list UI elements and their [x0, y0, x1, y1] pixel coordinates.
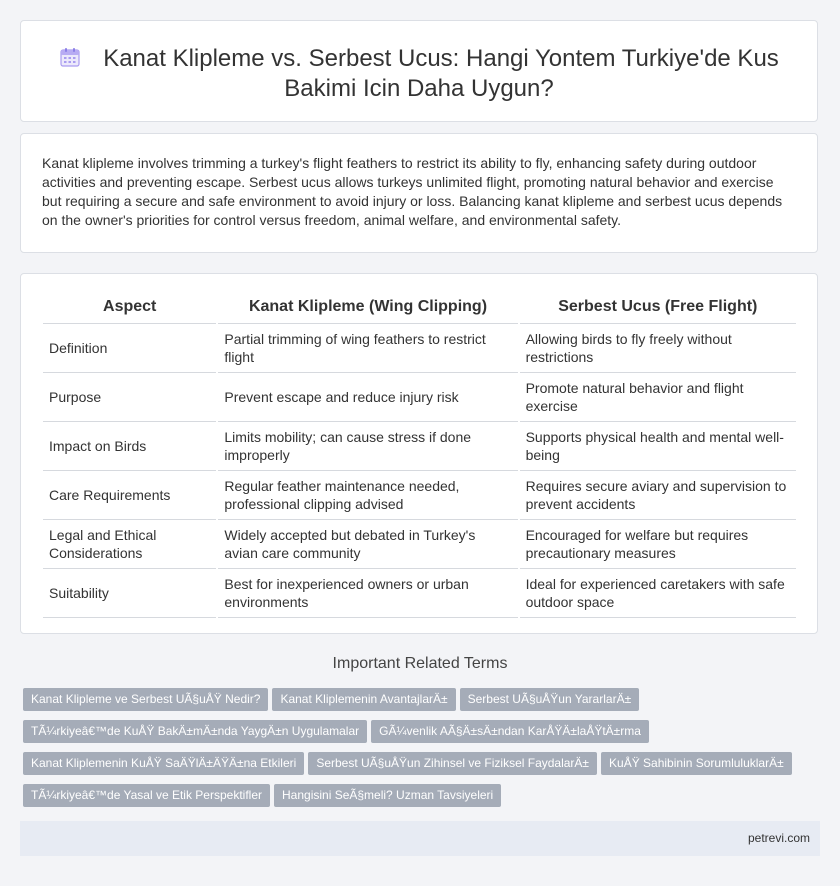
- row-aspect: Purpose: [43, 373, 216, 422]
- related-tag[interactable]: Kanat Klipleme ve Serbest UÃ§uÅŸ Nedir?: [23, 688, 268, 711]
- intro-paragraph: Kanat klipleme involves trimming a turkey's flight feathers to restrict its ability to fly, enhancing safety during outdoor activities and preventing escape. Serbest ucus allows turkeys unlimited flight, promoting natural behavior and exercise but requiring a secure and safe environment to avoid injury or loss. Balancing kanat klipleme and serbest ucus depends on the owner's priorities for control versus freedom, animal welfare, and environmental safety.: [42, 155, 783, 228]
- related-tag[interactable]: Serbest UÃ§uÅŸun YararlarÄ±: [460, 688, 640, 711]
- title-line-1: Kanat Klipleme vs. Serbest Ucus: Hangi Yontem Turkiye'de Kus: [103, 45, 779, 72]
- page-title: [21, 44, 817, 104]
- intro-card: [20, 133, 818, 253]
- related-tag[interactable]: GÃ¼venlik AÃ§Ä±sÄ±ndan KarÅŸÄ±laÅŸtÄ±rma: [371, 720, 649, 743]
- table-row: [43, 569, 796, 618]
- header-wing-clipping: Kanat Klipleme (Wing Clipping): [218, 294, 517, 324]
- related-tag[interactable]: Hangisini SeÃ§meli? Uzman Tavsiyeleri: [274, 784, 501, 807]
- row-free-flight: Supports physical health and mental well-being: [520, 422, 796, 471]
- row-free-flight: Encouraged for welfare but requires precautionary measures: [520, 520, 796, 569]
- table-row: [43, 373, 796, 422]
- footer-site-link[interactable]: petrevi.com: [747, 831, 810, 845]
- row-wing-clipping: Limits mobility; can cause stress if done improperly: [218, 422, 517, 471]
- related-tag[interactable]: Kanat Kliplemenin AvantajlarÄ±: [272, 688, 455, 711]
- row-free-flight: Requires secure aviary and supervision to prevent accidents: [520, 471, 796, 520]
- comparison-card: [20, 273, 818, 634]
- header-free-flight: Serbest Ucus (Free Flight): [520, 294, 796, 324]
- row-aspect: Impact on Birds: [43, 422, 216, 471]
- title-line-2: Bakimi Icin Daha Uygun?: [284, 75, 554, 102]
- table-row: [43, 520, 796, 569]
- related-terms-title: Important Related Terms: [332, 655, 508, 672]
- calendar-icon: [59, 46, 81, 68]
- row-wing-clipping: Prevent escape and reduce injury risk: [218, 373, 517, 422]
- header-aspect: Aspect: [43, 294, 216, 324]
- row-free-flight: Promote natural behavior and flight exercise: [520, 373, 796, 422]
- footer: [20, 821, 820, 856]
- row-aspect: Suitability: [43, 569, 216, 618]
- row-wing-clipping: Widely accepted but debated in Turkey's avian care community: [218, 520, 517, 569]
- row-wing-clipping: Partial trimming of wing feathers to restrict flight: [218, 324, 517, 373]
- related-tags-row-4: [23, 784, 823, 807]
- title-card: [20, 20, 818, 122]
- row-wing-clipping: Best for inexperienced owners or urban environments: [218, 569, 517, 618]
- related-tag[interactable]: TÃ¼rkiyeâ€™de KuÅŸ BakÄ±mÄ±nda YaygÄ±n Uygulamalar: [23, 720, 367, 743]
- row-free-flight: Allowing birds to fly freely without restrictions: [520, 324, 796, 373]
- row-aspect: Care Requirements: [43, 471, 216, 520]
- comparison-table: [41, 294, 798, 618]
- related-tags-row-3: [23, 752, 823, 775]
- row-aspect: Definition: [43, 324, 216, 373]
- related-tag[interactable]: Kanat Kliplemenin KuÅŸ SaÄŸlÄ±ÄŸÄ±na Etkileri: [23, 752, 304, 775]
- related-tags-row-1: [23, 688, 823, 711]
- table-row: [43, 422, 796, 471]
- table-header-row: [43, 294, 796, 324]
- related-tags-row-2: [23, 720, 823, 743]
- row-aspect: Legal and Ethical Considerations: [43, 520, 216, 569]
- table-row: [43, 471, 796, 520]
- related-tag[interactable]: Serbest UÃ§uÅŸun Zihinsel ve Fiziksel FaydalarÄ±: [308, 752, 597, 775]
- table-row: [43, 324, 796, 373]
- related-tag[interactable]: KuÅŸ Sahibinin SorumluluklarÄ±: [601, 752, 792, 775]
- related-tag[interactable]: TÃ¼rkiyeâ€™de Yasal ve Etik Perspektifler: [23, 784, 270, 807]
- row-free-flight: Ideal for experienced caretakers with safe outdoor space: [520, 569, 796, 618]
- row-wing-clipping: Regular feather maintenance needed, professional clipping advised: [218, 471, 517, 520]
